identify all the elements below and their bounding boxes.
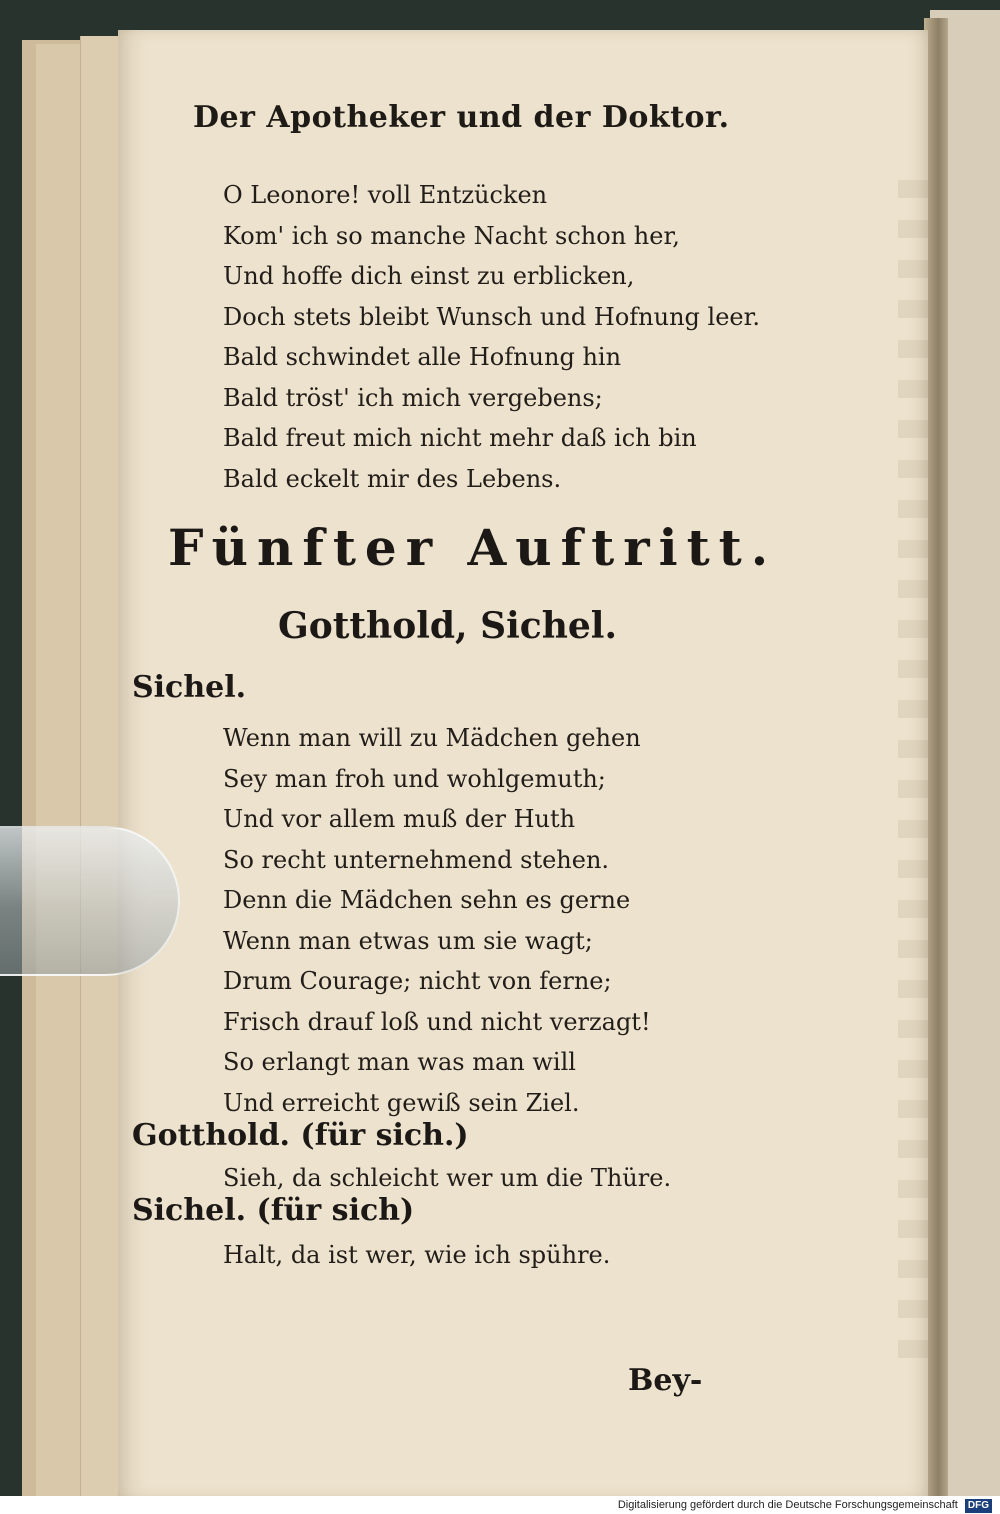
footer-credit: Digitalisierung gefördert durch die Deutsche Forschungsgemeinschaft	[617, 1499, 958, 1511]
verse-line: Doch stets bleibt Wunsch und Hofnung leer.	[223, 302, 761, 331]
digitization-footer	[0, 1496, 1000, 1514]
verse-line: Frisch drauf loß und nicht verzagt!	[223, 1007, 651, 1036]
verse-line: Bald freut mich nicht mehr daß ich bin	[223, 424, 697, 452]
character-list: Gotthold, Sichel.	[278, 605, 617, 647]
verse-line: Bald eckelt mir des Lebens.	[223, 464, 562, 493]
verse-line: Drum Courage; nicht von ferne;	[223, 967, 612, 995]
speaker-name: Sichel.	[132, 670, 247, 705]
show-through-shadow	[898, 180, 928, 1380]
verse-line: Denn die Mädchen sehn es gerne	[223, 886, 631, 914]
verse-line: Und vor allem muß der Huth	[223, 805, 576, 833]
book-page	[118, 30, 928, 1498]
dfg-logo: DFG	[965, 1499, 992, 1513]
page-clip	[0, 826, 180, 976]
verse-stanza	[223, 175, 760, 499]
verse-line: So erlangt man was man will	[223, 1048, 576, 1076]
verse-line: Wenn man will zu Mädchen gehen	[223, 724, 641, 752]
verse-line: Halt, da ist wer, wie ich spühre.	[223, 1241, 611, 1269]
verse-line: Wenn man etwas um sie wagt;	[223, 926, 593, 955]
verse-line: O Leonore! voll Entzücken	[223, 181, 548, 209]
running-header: Der Apotheker und der Doktor.	[193, 100, 730, 135]
verse-line: Und erreicht gewiß sein Ziel.	[223, 1088, 580, 1117]
verse-line: Bald tröst' ich mich vergebens;	[223, 383, 603, 412]
speaker-name: Sichel. (für sich)	[132, 1193, 415, 1228]
verse-line: Sey man froh und wohlgemuth;	[223, 764, 606, 793]
verse-line: So recht unternehmend stehen.	[223, 845, 610, 874]
verse-line: Bald schwindet alle Hofnung hin	[223, 343, 622, 371]
page-edge	[36, 44, 86, 1496]
scene-title: Fünfter Auftritt.	[168, 518, 778, 577]
verse-line: Und hoffe dich einst zu erblicken,	[223, 262, 635, 290]
verse-line: Kom' ich so manche Nacht schon her,	[223, 221, 680, 250]
speech-block	[223, 1235, 610, 1276]
verse-line: Sieh, da schleicht wer um die Thüre.	[223, 1164, 672, 1192]
speaker-name: Gotthold. (für sich.)	[132, 1118, 469, 1153]
speech-block	[223, 718, 651, 1123]
catchword: Bey-	[628, 1363, 703, 1398]
